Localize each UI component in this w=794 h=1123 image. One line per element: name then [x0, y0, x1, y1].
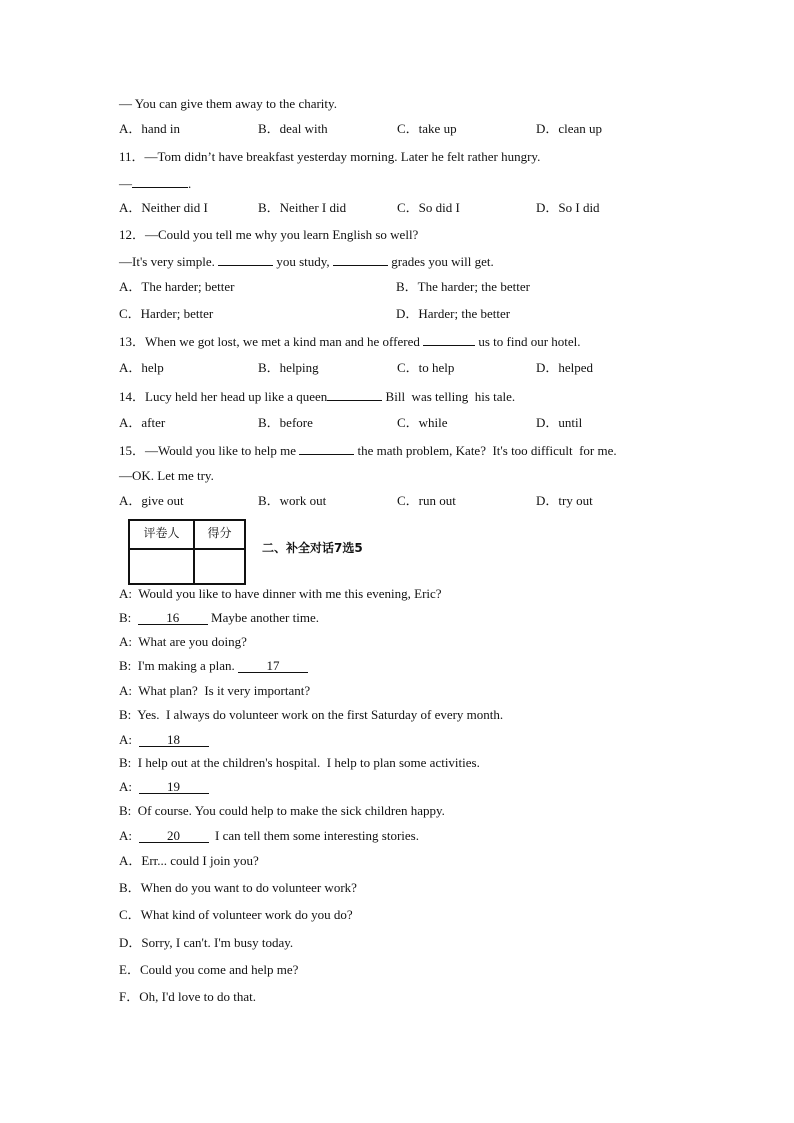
answer-blank: 17 — [238, 658, 308, 673]
dialogue-line — [119, 828, 419, 844]
dialogue-text: A: Would you like to have dinner with me this evening, Eric? — [119, 586, 442, 601]
q15-option-c: C．run out — [397, 493, 456, 508]
q10-option-a: A．hand in — [119, 121, 181, 136]
q12-option-a: A．The harder; better — [119, 279, 235, 294]
q13-blank — [423, 333, 475, 346]
grader-header: 评卷人 — [143, 526, 180, 540]
q12-blank-1 — [218, 253, 273, 266]
q12-blank-2 — [333, 253, 388, 266]
q11-response-end: . — [188, 176, 192, 191]
dialogue-line — [119, 755, 480, 771]
dialogue-text: B: Of course. You could help to make the sick children happy. — [119, 803, 445, 818]
q12-option-c: C．Harder; better — [119, 306, 214, 321]
q14-option-a: A．after — [119, 415, 166, 430]
dialogue-text: A: What are you doing? — [119, 634, 247, 649]
dialogue-text: B: Yes. I always do volunteer work on the first Saturday of every month. — [119, 707, 504, 722]
q10-option-d: D．clean up — [536, 121, 603, 136]
q11-option-c: C．So did I — [397, 200, 460, 215]
dialogue-text: B: — [119, 610, 138, 625]
q12-response-start: —It's very simple. — [119, 254, 219, 269]
choice-item: B．When do you want to do volunteer work? — [119, 880, 357, 895]
q14-stem-start: 14．Lucy held her head up like a queen — [119, 389, 328, 404]
dialogue-line — [119, 779, 209, 795]
q11-option-b: B．Neither I did — [258, 200, 347, 215]
dialogue-text: B: I'm making a plan. — [119, 658, 238, 673]
q11-response — [119, 175, 191, 192]
q10-option-c: C．take up — [397, 121, 457, 136]
q15-stem — [119, 442, 617, 459]
q12-stem: 12．—Could you tell me why you learn English so well? — [119, 227, 419, 242]
q14-stem-end: Bill was telling his tale. — [382, 389, 516, 404]
dialogue-text: A: — [119, 828, 139, 843]
dialogue-text: Maybe another time. — [207, 610, 319, 625]
answer-blank: 18 — [139, 732, 209, 747]
q11-option-d: D．So I did — [536, 200, 600, 215]
dialogue-line — [119, 634, 247, 650]
q13-option-d: D．helped — [536, 360, 594, 375]
dialogue-text: A: — [119, 779, 139, 794]
q13-option-a: A．help — [119, 360, 164, 375]
q11-response-dash: — — [119, 176, 132, 191]
q13-stem-start: 13．When we got lost, we met a kind man and he offered — [119, 334, 424, 349]
dialogue-text: A: — [119, 732, 139, 747]
q14-option-b: B．before — [258, 415, 313, 430]
score-cell — [195, 550, 244, 583]
q15-option-d: D．try out — [536, 493, 593, 508]
q15-stem-end: the math problem, Kate? It's too difficult for me. — [354, 443, 617, 458]
choice-item: C．What kind of volunteer work do you do? — [119, 907, 353, 922]
dialogue-text: A: What plan? Is it very important? — [119, 683, 311, 698]
dialogue-line — [119, 586, 442, 602]
q14-option-d: D．until — [536, 415, 583, 430]
q13-option-b: B．helping — [258, 360, 319, 375]
score-header: 得分 — [207, 526, 232, 540]
dialogue-line — [119, 610, 319, 626]
q13-option-c: C．to help — [397, 360, 455, 375]
dialogue-text: I can tell them some interesting stories. — [208, 828, 419, 843]
q14-option-c: C．while — [397, 415, 448, 430]
dialogue-line — [119, 658, 308, 674]
dialogue-line — [119, 732, 209, 748]
q11-blank — [132, 175, 188, 188]
q15-option-b: B．work out — [258, 493, 327, 508]
q13-stem-end: us to find our hotel. — [475, 334, 581, 349]
dialogue-line — [119, 803, 445, 819]
grader-score-table — [128, 519, 246, 585]
q14-stem — [119, 388, 515, 405]
q11-stem: 11．—Tom didn’t have breakfast yesterday morning. Later he felt rather hungry. — [119, 149, 541, 164]
q13-stem — [119, 333, 581, 350]
q11-option-a: A．Neither did I — [119, 200, 208, 215]
answer-blank: 20 — [139, 828, 209, 843]
section-title: 二、补全对话7选5 — [262, 541, 363, 555]
q12-response — [119, 253, 494, 270]
choice-item: D．Sorry, I can't. I'm busy today. — [119, 935, 294, 950]
dialogue-line — [119, 683, 310, 699]
q15-stem-start: 15．—Would you like to help me — [119, 443, 300, 458]
choice-item: E．Could you come and help me? — [119, 962, 299, 977]
answer-blank: 16 — [138, 610, 208, 625]
q10-answer-line: — You can give them away to the charity. — [119, 96, 337, 111]
choice-item: F．Oh, I'd love to do that. — [119, 989, 257, 1004]
grader-cell — [130, 550, 193, 583]
q12-option-d: D．Harder; the better — [396, 306, 511, 321]
q15-blank — [299, 442, 354, 455]
dialogue-line — [119, 707, 503, 723]
q14-blank — [327, 388, 382, 401]
q10-option-b: B．deal with — [258, 121, 328, 136]
dialogue-text: B: I help out at the children's hospital. I help to plan some activities. — [119, 755, 480, 770]
q12-response-end: grades you will get. — [387, 254, 494, 269]
q15-option-a: A．give out — [119, 493, 184, 508]
q15-response: —OK. Let me try. — [119, 468, 214, 483]
answer-blank: 19 — [139, 779, 209, 794]
choice-item: A．Err... could I join you? — [119, 853, 259, 868]
q12-option-b: B．The harder; the better — [396, 279, 530, 294]
q12-response-mid: you study, — [273, 254, 333, 269]
